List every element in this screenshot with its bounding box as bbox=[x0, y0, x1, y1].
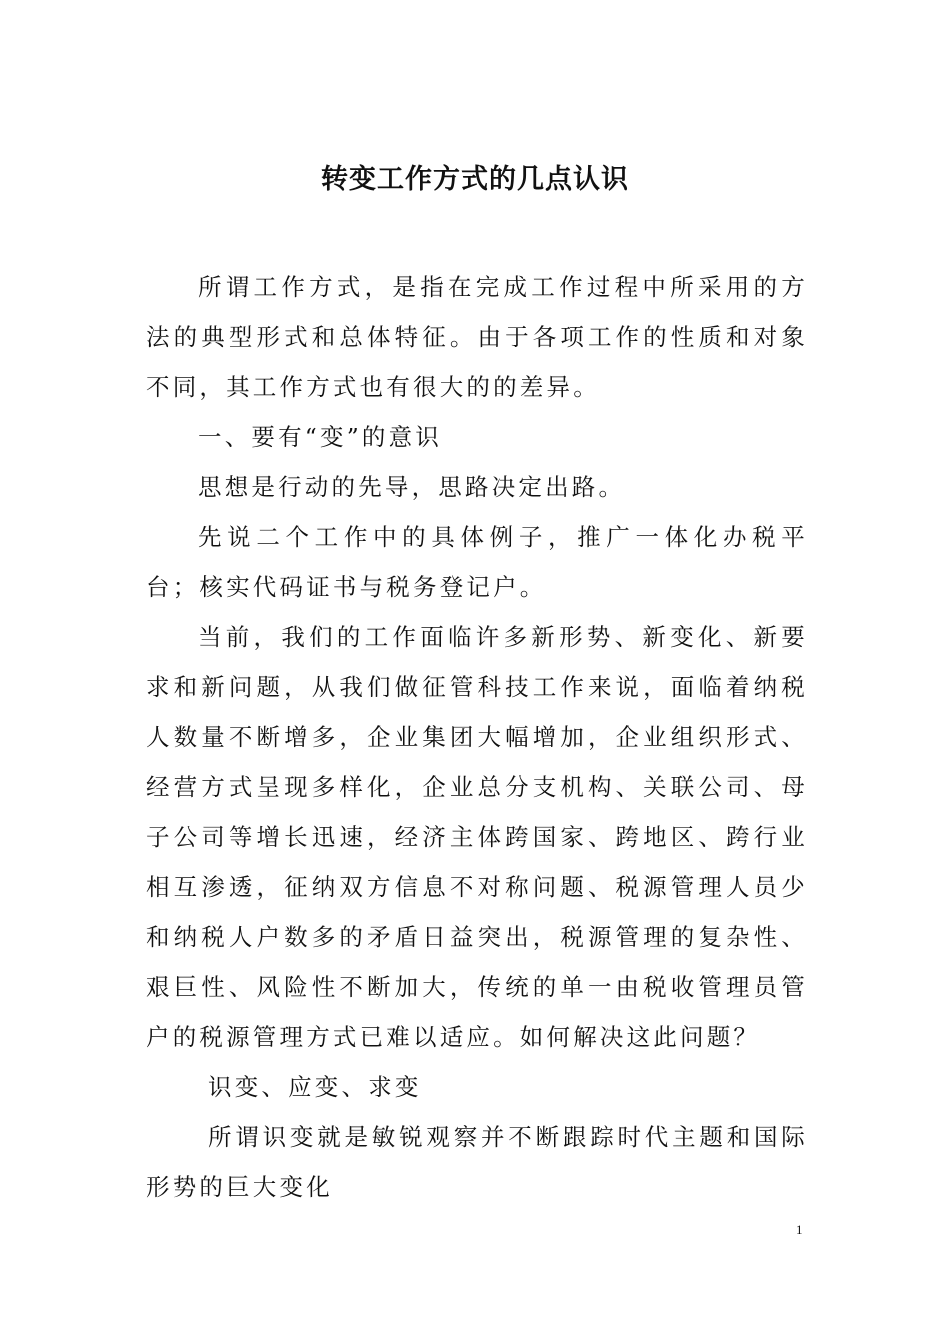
document-title: 转变工作方式的几点认识 bbox=[321, 164, 629, 195]
paragraph-change-keywords: 识变、应变、求变 bbox=[208, 1073, 422, 1101]
paragraph-current-situation: 当前，我们的工作面临许多新形势、新变化、新要求和新问题，从我们做征管科技工作来说，面临着纳税人数量不断增多，企业集团大幅增加，企业组织形式、经营方式呈现多样化，企业总分支机构、关联公司、母子公司等增长迅速，经济主体跨国家、跨地区、跨行业相互渗透，征纳双方信息不对称问题、税源管理人员少和纳税人户数多的矛盾日益突出，税源管理的复杂性、艰巨性、风险性不断加大，传统的单一由税收管理员管户的税源管理方式已难以适应。如何解决这此问题？ bbox=[146, 623, 808, 1051]
document-body bbox=[146, 262, 808, 1212]
page-number: 1 bbox=[796, 1222, 803, 1237]
paragraph-definition: 所谓工作方式，是指在完成工作过程中所采用的方法的典型形式和总体特征。由于各项工作的性质和对象不同，其工作方式也有很大的的差异。 bbox=[146, 273, 808, 401]
paragraph-thinking: 思想是行动的先导，思路决定出路。 bbox=[198, 473, 626, 501]
section-heading-awareness: 一、要有“变”的意识 bbox=[198, 423, 443, 451]
paragraph-recognize-change: 所谓识变就是敏锐观察并不断跟踪时代主题和国际形势的巨大变化 bbox=[146, 1123, 808, 1201]
paragraph-examples: 先说二个工作中的具体例子，推广一体化办税平台；核实代码证书与税务登记户。 bbox=[146, 523, 808, 601]
